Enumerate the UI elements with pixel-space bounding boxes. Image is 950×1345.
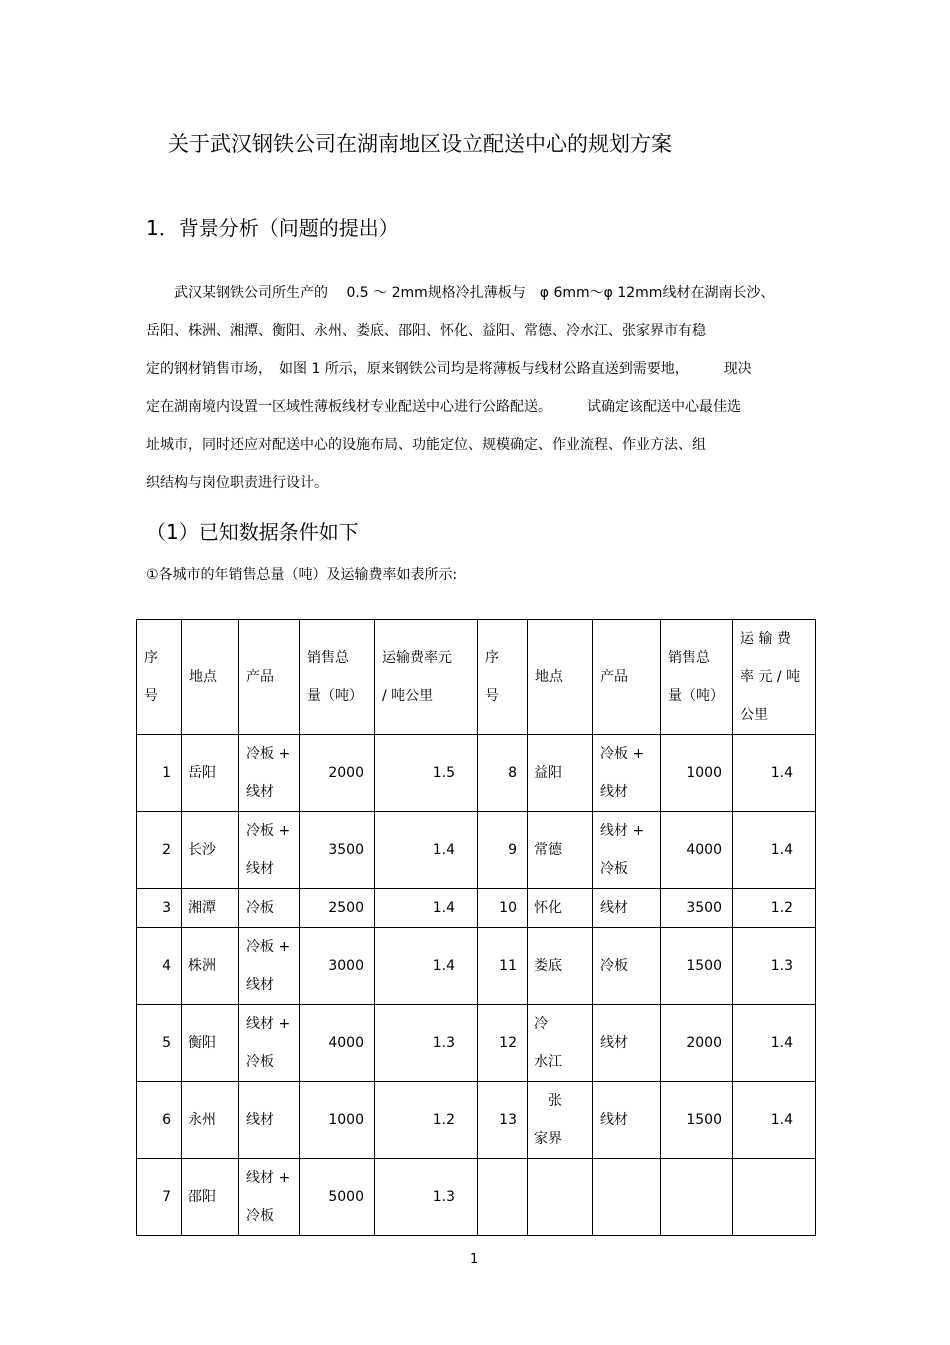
cell-location: 邵阳	[182, 1159, 239, 1236]
cell-sales: 3500	[300, 812, 375, 889]
table-row	[137, 928, 816, 1005]
table-row	[137, 889, 816, 928]
paragraph-line: 武汉某钢铁公司所生产的 0.5 ～ 2mm规格冷扎薄板与 φ 6mm～φ 12mm线材在湖南长沙、	[146, 285, 775, 301]
cell-seq: 10	[478, 889, 528, 928]
cell-product: 冷板 + 线材	[239, 812, 300, 889]
section-heading-background: 1．背景分析（问题的提出）	[146, 216, 399, 240]
cell-sales: 4000	[661, 812, 733, 889]
cell-seq: 13	[478, 1082, 528, 1159]
cell-sales: 4000	[300, 1005, 375, 1082]
cell-location: 娄底	[528, 928, 593, 1005]
cell-location: 湘潭	[182, 889, 239, 928]
cell-seq	[478, 1159, 528, 1236]
cell-location: 长沙	[182, 812, 239, 889]
cell-product: 冷板 + 线材	[239, 928, 300, 1005]
cell-rate: 1.5	[375, 735, 478, 812]
header-rate-2: 运 输 费 率 元 / 吨 公里	[733, 620, 816, 735]
cell-location: 冷 水江	[528, 1005, 593, 1082]
cell-seq: 2	[137, 812, 182, 889]
paragraph-line: 织结构与岗位职责进行设计。	[146, 475, 328, 491]
cell-product: 冷板 + 线材	[239, 735, 300, 812]
header-rate: 运输费率元 / 吨公里	[375, 620, 478, 735]
table-caption: ①各城市的年销售总量（吨）及运输费率如表所示:	[146, 567, 458, 583]
cell-seq: 12	[478, 1005, 528, 1082]
cell-product: 线材	[593, 1082, 661, 1159]
cell-rate: 1.3	[375, 1005, 478, 1082]
table-row	[137, 1005, 816, 1082]
cell-seq: 8	[478, 735, 528, 812]
header-product-2: 产品	[593, 620, 661, 735]
cell-location: 衡阳	[182, 1005, 239, 1082]
table-row	[137, 1159, 816, 1236]
cell-rate	[733, 1159, 816, 1236]
cell-rate: 1.4	[375, 928, 478, 1005]
header-location: 地点	[182, 620, 239, 735]
cell-sales: 1000	[300, 1082, 375, 1159]
cell-rate: 1.4	[375, 812, 478, 889]
cell-sales: 5000	[300, 1159, 375, 1236]
table-row	[137, 812, 816, 889]
cell-rate: 1.4	[733, 1082, 816, 1159]
cell-product: 线材 + 冷板	[239, 1159, 300, 1236]
cell-sales: 3500	[661, 889, 733, 928]
table-row	[137, 735, 816, 812]
table-row	[137, 1082, 816, 1159]
cell-sales: 1500	[661, 928, 733, 1005]
cell-product	[593, 1159, 661, 1236]
cell-seq: 1	[137, 735, 182, 812]
paragraph-line: 岳阳、株洲、湘潭、衡阳、永州、娄底、邵阳、怀化、益阳、常德、冷水江、张家界市有稳	[146, 323, 706, 339]
cell-product: 冷板	[593, 928, 661, 1005]
cell-location: 常德	[528, 812, 593, 889]
cell-seq: 11	[478, 928, 528, 1005]
cell-location	[528, 1159, 593, 1236]
cell-location: 张 家界	[528, 1082, 593, 1159]
cell-seq: 9	[478, 812, 528, 889]
cell-location: 益阳	[528, 735, 593, 812]
cell-seq: 3	[137, 889, 182, 928]
cell-product: 线材	[593, 1005, 661, 1082]
cell-sales: 1500	[661, 1082, 733, 1159]
cell-seq: 7	[137, 1159, 182, 1236]
header-sales-2: 销售总 量（吨）	[661, 620, 733, 735]
cell-product: 线材	[239, 1082, 300, 1159]
cell-rate: 1.2	[733, 889, 816, 928]
document-title: 关于武汉钢铁公司在湖南地区设立配送中心的规划方案	[168, 132, 672, 156]
cell-location: 株洲	[182, 928, 239, 1005]
cell-rate: 1.4	[375, 889, 478, 928]
cell-rate: 1.3	[733, 928, 816, 1005]
cell-rate: 1.2	[375, 1082, 478, 1159]
cell-seq: 5	[137, 1005, 182, 1082]
page-number: 1	[470, 1252, 479, 1267]
cell-rate: 1.3	[375, 1159, 478, 1236]
header-location-2: 地点	[528, 620, 593, 735]
header-seq-2: 序 号	[478, 620, 528, 735]
cell-sales: 1000	[661, 735, 733, 812]
cell-product: 线材 + 冷板	[593, 812, 661, 889]
cell-location: 永州	[182, 1082, 239, 1159]
cell-product: 线材 + 冷板	[239, 1005, 300, 1082]
paragraph-line: 定的钢材销售市场， 如图 1 所示，原来钢铁公司均是将薄板与线材公路直送到需要地， 现决	[146, 361, 752, 377]
cell-sales: 2000	[300, 735, 375, 812]
cell-product: 线材	[593, 889, 661, 928]
table-header-row	[137, 620, 816, 735]
sales-table	[136, 619, 816, 1236]
cell-location: 岳阳	[182, 735, 239, 812]
paragraph-line: 址城市，同时还应对配送中心的设施布局、功能定位、规模确定、作业流程、作业方法、组	[146, 437, 706, 453]
header-product: 产品	[239, 620, 300, 735]
cell-sales: 2500	[300, 889, 375, 928]
cell-seq: 6	[137, 1082, 182, 1159]
cell-location: 怀化	[528, 889, 593, 928]
section-heading-known-data: （1）已知数据条件如下	[146, 520, 359, 544]
cell-seq: 4	[137, 928, 182, 1005]
cell-product: 冷板 + 线材	[593, 735, 661, 812]
cell-product: 冷板	[239, 889, 300, 928]
paragraph-line: 定在湖南境内设置一区域性薄板线材专业配送中心进行公路配送。 试确定该配送中心最佳选	[146, 399, 741, 415]
cell-rate: 1.4	[733, 735, 816, 812]
cell-sales	[661, 1159, 733, 1236]
cell-sales: 2000	[661, 1005, 733, 1082]
header-seq: 序 号	[137, 620, 182, 735]
cell-sales: 3000	[300, 928, 375, 1005]
cell-rate: 1.4	[733, 1005, 816, 1082]
cell-rate: 1.4	[733, 812, 816, 889]
header-sales: 销售总 量（吨）	[300, 620, 375, 735]
